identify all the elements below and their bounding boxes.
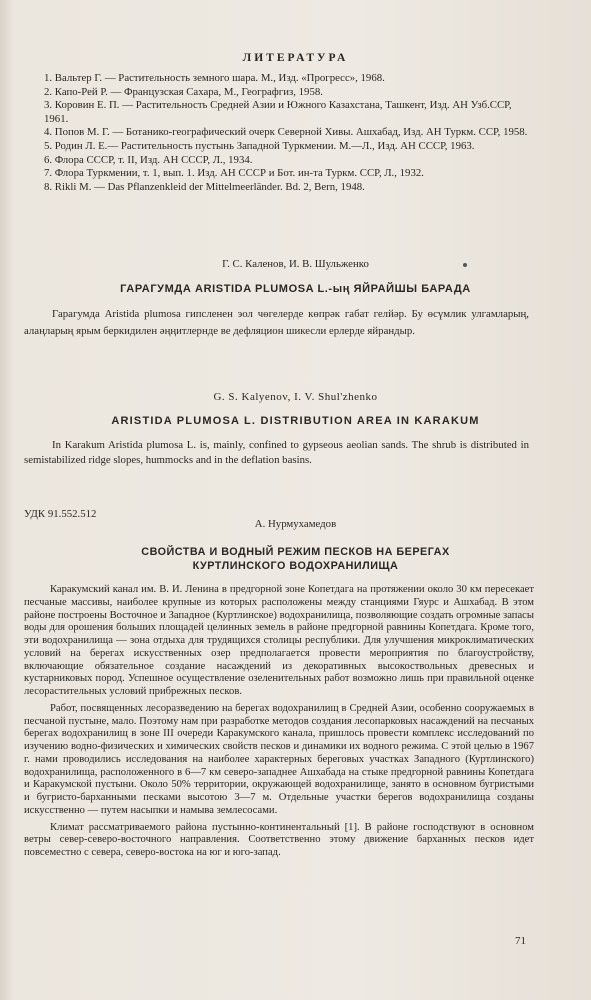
- reference-item: 1. Вальтер Г. — Растительность земного шара. М., Изд. «Прогресс», 1968.: [44, 72, 385, 84]
- reference-item: 3. Коровин Е. П. — Растительность Средней Азии и Южного Казахстана, Ташкент, Изд. АН Узб.ССР, 1961.: [44, 99, 512, 125]
- ink-dot: [463, 263, 467, 267]
- reference-item: 7. Флора Туркмении, т. 1, вып. 1. Изд. АН СССР и Бот. ин-та Туркм. ССР, Л., 1932.: [44, 167, 424, 180]
- article-title-line: КУРТЛИНСКОГО ВОДОХРАНИЛИЩА: [192, 560, 399, 572]
- reference-item: 8. Rikli M. — Das Pflanzenkleid der Mittelmeerländer. Bd. 2, Bern, 1948.: [44, 180, 365, 193]
- english-abstract: In Karakum Aristida plumosa L. is, mainly, confined to gypseous aeolian sands. The shrub is distributed in semistabilized ridge slopes, hummocks and in the deflation basins.: [24, 439, 529, 466]
- turkmen-authors: Г. С. Каленов, И. В. Шульженко: [222, 258, 369, 270]
- reference-item: 6. Флора СССР, т. II, Изд. АН СССР, Л., 1934.: [44, 153, 253, 166]
- page-number: 71: [515, 935, 526, 947]
- turkmen-title: ГАРАГУМДА ARISTIDA PLUMOSA L.-ың ЯЙРАЙШЫ БАРАДА: [120, 283, 471, 295]
- turkmen-abstract: Гарагумда Aristida plumosa гипсленен эол чөгелерде көпрәк габат гелйәр. Бу өсүмлик улгамларың, алаңларың ярым беркидилен әңңитлернде ве дефляцион шикесли ерлерде яйрандыр.: [24, 308, 529, 337]
- body-paragraph: Каракумский канал им. В. И. Ленина в предгорной зоне Копетдага на протяжении около 30 км пересекает песчаные массивы, наиболее крупные из которых расположены между станциями Гяурс и Ашхабад. В этом районе построены Восточное и Западное (Куртлинское) водохранилища, позволяющие создать огромные запасы воды для орошения больших площадей целинных земель в районе предгорной равнины Копетдага. Кроме того, эти водохранилища — зона отдыха для трудящихся столицы республики. Для улучшения микроклиматических условий на берегах искусственных озер предполагается провести мероприятия по благоустройству, включающие обязательное создание насаждений из декоративных высокоствольных древесных и кустарниковых пород. Успешное осуществление озеленительных работ возможно лишь при правильной оценке лесорастительных условий прибрежных песков.: [24, 584, 534, 697]
- reference-item: 2. Капо-Рей Р. — Французская Сахара, М., Географгиз, 1958.: [44, 85, 323, 98]
- body-paragraph: Работ, посвященных лесоразведению на берегах водохранилищ в Средней Азии, особенно сооружаемых в песчаной пустыне, мало. Поэтому нам при разработке методов создания лесопарковых насаждений на песчаных берегах водохранилищ в зоне III очереди Каракумского канала, пришлось провести комплекс исследований по изучению водно-физических и химических свойств песков и динамики их водного режима. С этой целью в 1967 г. нами проводились исследования на наиболее характерных береговых участках Западного (Куртлинского) водохранилища, расположенного в 6—7 км северо-западнее Ашхабада на стыке предгорной равнины Копетдага и Каракумской пустыни. Около 50% территории, окружающей водохранилище, занято в основном бугристыми и бугристо-барханными песками высотою 3—7 м. Отдельные участки берегов водохранилища созданы искусственно — путем насыпки и намыва землесосами.: [24, 702, 534, 816]
- english-title: ARISTIDA PLUMOSA L. DISTRIBUTION AREA IN KARAKUM: [111, 415, 480, 427]
- reference-item: 4. Попов М. Г. — Ботанико-географический очерк Северной Хивы. Ашхабад, Изд. АН Туркм. ССР, 1958.: [44, 126, 528, 139]
- body-paragraph: Климат рассматриваемого района пустынно-континентальный [1]. В районе господствуют в основном ветры север-северо-восточного направления. Соответственно этому движение барханных песков идет повсеместно с севера, северо-востока на юг и юго-запад.: [24, 821, 534, 858]
- reference-list: [44, 72, 534, 194]
- english-authors: G. S. Kalyenov, I. V. Shul'zhenko: [213, 391, 378, 403]
- article-body: [24, 584, 534, 864]
- reference-item: 5. Родин Л. Е.— Растительность пустынь Западной Туркмении. М.—Л., Изд. АН СССР, 1963.: [44, 139, 475, 152]
- article-author: А. Нурмухамедов: [254, 518, 337, 530]
- article-title: [0, 545, 591, 573]
- article-title-line: СВОЙСТВА И ВОДНЫЙ РЕЖИМ ПЕСКОВ НА БЕРЕГАХ: [141, 546, 450, 558]
- literature-heading: ЛИТЕРАТУРА: [242, 52, 349, 64]
- udk-code: УДК 91.552.512: [24, 508, 97, 520]
